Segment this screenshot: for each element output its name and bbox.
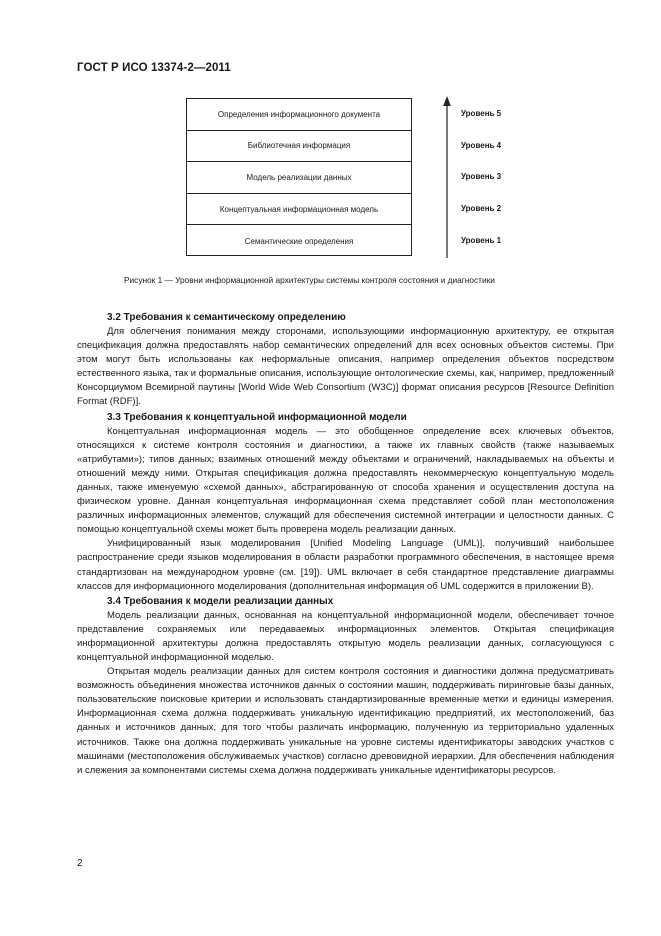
level-4-label: Уровень 4 xyxy=(461,140,502,150)
paragraph: Для облегчения понимания между сторонами, использующими информационную архитектуру, ее открытая спецификация должна предоставлять набор семантических определений для всех основных объектов системы. При этом могут быть использованы как неформальные описания, например определения объектов посредством естественного языка, так и формальные описания, использующие онтологические схемы, как, например, предложенный Консорциумом Всемирной паутины [World Wide Web Consortium (W3C)] формат описания ресурсов [Resource Definition Format (RDF)]. xyxy=(77,326,614,408)
paragraph: Модель реализации данных, основанная на концептуальной информационной модели, обеспечивает точное представление сохраняемых или передаваемых информационных элементов. Открытая спецификация информационной архитектуры должна предоставлять открытую модель реализации данных, согласующуюся с концептуальной информационной моделью. xyxy=(77,609,614,663)
level-3-box: Модель реализации данных xyxy=(187,162,411,194)
section-title-3-3: 3.3 Требования к концептуальной информационной модели xyxy=(107,411,407,423)
body-text xyxy=(77,310,614,778)
paragraph: Концептуальная информационная модель — это обобщенное определение всех ключевых объектов, относящихся к системе контроля состояния и диагностики, а также их главных свойств (также называемых «атрибутами»); типов данных; взаимных отношений между объектами и ограничений, накладываемых на объекты и отношений между ними. Открытая спецификация должна предоставлять некоммерческую концептуальную модель данных, также именуемую «схемой данных», абстрагированную от способа хранения и осуществления доступа на физическом уровне. Данная концептуальная информационная схема представляет собой план местоположения различных информационных элементов, служащий для обеспечения системной интеграции и целостности данных. С помощью концептуальной схемы может быть проверена модель реализации данных. xyxy=(77,425,614,536)
level-2-label: Уровень 2 xyxy=(461,204,502,214)
level-2-box: Концептуальная информационная модель xyxy=(187,194,411,226)
level-5-box: Определения информационного документа xyxy=(187,99,411,131)
level-1-label: Уровень 1 xyxy=(461,235,502,245)
paragraph: Унифицированный язык моделирования [Unified Modeling Language (UML)], получивший наибольшее распространение среди языков моделирования в области разработки программного обеспечения, в настоящее время стандартизован на международном уровне (см. [19]). UML включает в себя стандартное представление диаграммы классов для информационного моделирования (дополнительная информация об UML содержится в приложении B). xyxy=(77,538,614,592)
page-number: 2 xyxy=(77,858,83,869)
section-title-3-4: 3.4 Требования к модели реализации данных xyxy=(107,595,334,607)
figure-caption: Рисунок 1 — Уровни информационной архитектуры системы контроля состояния и диагностики xyxy=(124,275,495,285)
up-arrow-icon xyxy=(442,96,452,258)
level-labels xyxy=(461,98,541,256)
level-5-label: Уровень 5 xyxy=(461,109,502,119)
paragraph: Открытая модель реализации данных для систем контроля состояния и диагностики должна предусматривать возможность объединения множества источников данных о состоянии машин, поддерживать пиринговые базы данных, пользовательские поисковые критерии и использовать стандартизированные временные метки и единицы измерения. Информационная схема должна поддерживать уникальную идентификацию предприятий, их местоположений, баз данных и источников данных, для того чтобы различать информацию, полученную из территориально удаленных источников. Также она должна поддерживать уникальные на уровне системы идентификаторы заводских участков с машинами (местоположения обслуживаемых участков) согласно древовидной иерархии. Для обеспечения наблюдения и слежения за компонентами системы схема должна поддерживать уникальные идентификаторы ресурсов. xyxy=(77,666,614,776)
level-1-box: Семантические определения xyxy=(244,236,354,246)
level-3-label: Уровень 3 xyxy=(461,172,502,182)
architecture-levels-diagram xyxy=(186,98,412,256)
level-4-box: Библиотечная информация xyxy=(187,131,411,163)
document-header: ГОСТ Р ИСО 13374-2—2011 xyxy=(77,62,231,74)
section-title-3-2: 3.2 Требования к семантическому определению xyxy=(107,312,346,323)
